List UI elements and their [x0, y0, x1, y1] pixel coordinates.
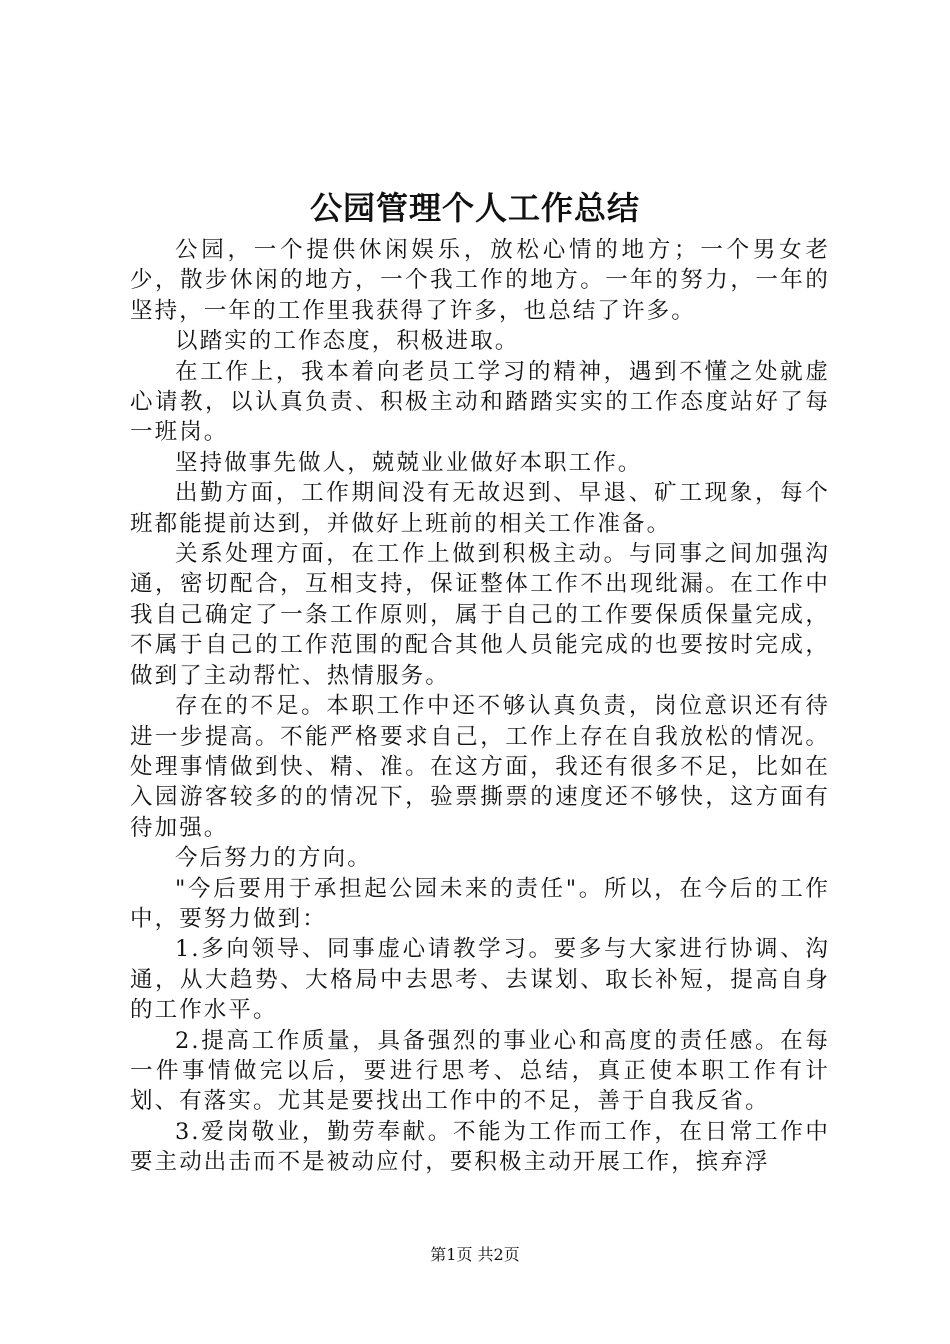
document-title: 公园管理个人工作总结 [309, 189, 640, 227]
paragraph: "今后要用于承担起公园未来的责任"。所以，在今后的工作中，要努力做到： [130, 875, 830, 932]
paragraph: 出勤方面，工作期间没有无故迟到、早退、矿工现象，每个班都能提前达到，并做好上班前的相关工作准备。 [130, 480, 830, 537]
page-number-footer: 第1页 共2页 [430, 1245, 520, 1264]
paragraph: 公园，一个提供休闲娱乐，放松心情的地方；一个男女老少，散步休闲的地方，一个我工作的地方。一年的努力，一年的坚持，一年的工作里我获得了许多，也总结了许多。 [130, 237, 830, 324]
paragraph: 2.提高工作质量，具备强烈的事业心和高度的责任感。在每一件事情做完以后，要进行思考、总结，真正使本职工作有计划、有落实。尤其是要找出工作中的不足，善于自我反省。 [130, 1027, 830, 1115]
paragraph: 今后努力的方向。 [175, 845, 372, 872]
paragraph: 在工作上，我本着向老员工学习的精神，遇到不懂之处就虚心请教，以认真负责、积极主动和踏踏实实的工作态度站好了每一班岗。 [130, 358, 830, 446]
paragraph: 1.多向领导、同事虚心请教学习。要多与大家进行协调、沟通，从大趋势、大格局中去思考、去谋划、取长补短，提高自身的工作水平。 [130, 936, 830, 1024]
paragraph: 3.爱岗敬业，勤劳奉献。不能为工作而工作，在日常工作中要主动出击而不是被动应付，要积极主动开展工作，摈弃浮 [130, 1118, 830, 1176]
document-body [130, 235, 830, 1178]
paragraph: 坚持做事先做人，兢兢业业做好本职工作。 [175, 449, 643, 476]
paragraph: 以踏实的工作态度，积极进取。 [175, 328, 520, 355]
paragraph: 关系处理方面，在工作上做到积极主动。与同事之间加强沟通，密切配合，互相支持，保证整体工作不出现纰漏。在工作中我自己确定了一条工作原则，属于自己的工作要保质保量完成，不属于自己的工作范围的配合其他人员能完成的也要按时完成，做到了主动帮忙、热情服务。 [130, 541, 830, 689]
paragraph: 存在的不足。本职工作中还不够认真负责，岗位意识还有待进一步提高。不能严格要求自己，工作上存在自我放松的情况。处理事情做到快、精、准。在这方面，我还有很多不足，比如在入园游客较多的的情况下，验票撕票的速度还不够快，这方面有待加强。 [130, 693, 830, 841]
